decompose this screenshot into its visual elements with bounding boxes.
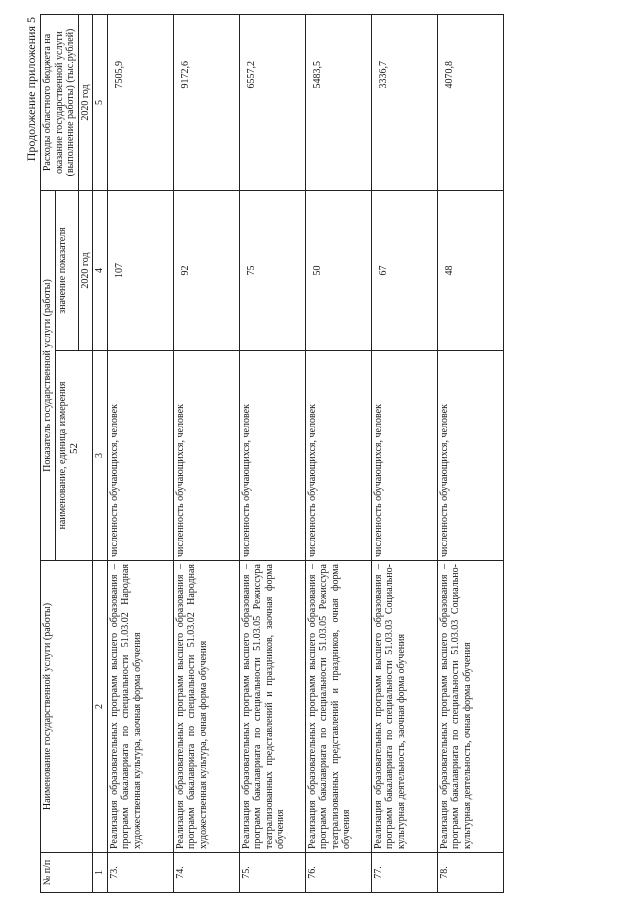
service-name: Реализация образовательных программ высшего образования – программ бакалавриата по специальности 51.03.03 Социально-культурная деятельность, заочная форма обучения — [371, 561, 437, 853]
expense-value: 7505,9 — [107, 15, 173, 191]
column-index: 5 — [93, 15, 108, 191]
header-expenses: Расходы областного бюджета на оказание государственной услуги (выполнение работы) (тыс.рублей) — [41, 15, 79, 191]
indicator-value: 92 — [173, 191, 239, 351]
row-number: 74. — [173, 853, 239, 893]
header-indicator-name: наименование, единица измерения — [55, 351, 93, 561]
table-row — [371, 15, 437, 893]
header-indicator-value: значение показателя — [55, 191, 78, 351]
indicator-name: численность обучающихся, человек — [305, 351, 371, 561]
row-number: 78. — [437, 853, 503, 893]
header-service: Наименование государственной услуги (работы) — [41, 561, 93, 853]
expense-value: 3336,7 — [371, 15, 437, 191]
column-index: 1 — [93, 853, 108, 893]
header-expenses-year: 2020 год — [78, 15, 93, 191]
header-num: № п/п — [41, 853, 93, 893]
indicator-name: численность обучающихся, человек — [107, 351, 173, 561]
indicator-name: численность обучающихся, человек — [173, 351, 239, 561]
column-index-row — [93, 15, 108, 893]
indicator-value: 75 — [239, 191, 305, 351]
service-name: Реализация образовательных программ высшего образования – программ бакалавриата по специальности 51.03.05 Режиссура театрализованных представлений и праздников, очная форма обучения — [305, 561, 371, 853]
table-row — [107, 15, 173, 893]
indicator-name: численность обучающихся, человек — [239, 351, 305, 561]
table-row — [305, 15, 371, 893]
expense-value: 4070,8 — [437, 15, 503, 191]
expense-value: 5483,5 — [305, 15, 371, 191]
table-row — [239, 15, 305, 893]
page-number: 52 — [68, 443, 80, 454]
indicator-value: 67 — [371, 191, 437, 351]
service-name: Реализация образовательных программ высшего образования – программ бакалавриата по специальности 51.03.03 Социально-культурная деятельность, очная форма обучения — [437, 561, 503, 853]
row-number: 73. — [107, 853, 173, 893]
service-name: Реализация образовательных программ высшего образования – программ бакалавриата по специальности 51.03.02 Народная художественная культура, заочная форма обучения — [107, 561, 173, 853]
header-indicator: Показатель государственной услуги (работы) — [41, 191, 56, 561]
expense-value: 6557,2 — [239, 15, 305, 191]
services-table — [40, 14, 504, 893]
indicator-name: численность обучающихся, человек — [437, 351, 503, 561]
header-row-1 — [41, 15, 56, 893]
expense-value: 9172,6 — [173, 15, 239, 191]
table-row — [173, 15, 239, 893]
column-index: 3 — [93, 351, 108, 561]
column-index: 2 — [93, 561, 108, 853]
row-number: 77. — [371, 853, 437, 893]
row-number: 75. — [239, 853, 305, 893]
service-name: Реализация образовательных программ высшего образования – программ бакалавриата по специальности 51.03.02 Народная художественная культура, очная форма обучения — [173, 561, 239, 853]
indicator-value: 107 — [107, 191, 173, 351]
service-name: Реализация образовательных программ высшего образования – программ бакалавриата по специальности 51.03.05 Режиссура театрализованных представлений и праздников, заочная форма обучения — [239, 561, 305, 853]
indicator-name: численность обучающихся, человек — [371, 351, 437, 561]
row-number: 76. — [305, 853, 371, 893]
indicator-value: 48 — [437, 191, 503, 351]
rotated-sheet — [22, 13, 602, 893]
column-index: 4 — [93, 191, 108, 351]
header-value-year: 2020 год — [78, 191, 93, 351]
indicator-value: 50 — [305, 191, 371, 351]
table-row — [437, 15, 503, 893]
continuation-label: Продолжение приложения 5 — [24, 17, 38, 162]
